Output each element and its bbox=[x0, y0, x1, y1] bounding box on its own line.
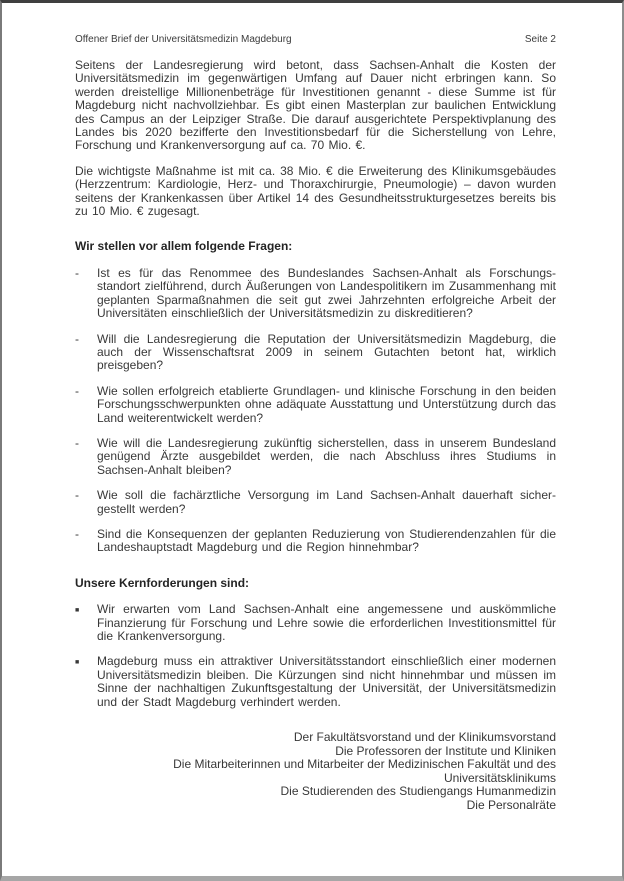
demands-heading: Unsere Kernforderungen sind: bbox=[75, 575, 250, 590]
question-item bbox=[75, 489, 556, 516]
questions-list bbox=[75, 267, 556, 555]
question-item bbox=[75, 437, 556, 477]
question-text: Sind die Konsequenzen der geplanten Reduzierung von Studierendenzahlen für die Landeshauptstadt Magdeburg und die Region hinnehmbar? bbox=[97, 526, 556, 555]
questions-heading: Wir stellen vor allem folgende Fragen: bbox=[75, 239, 293, 254]
header-page-number: Seite 2 bbox=[524, 34, 556, 45]
dash-marker: - bbox=[75, 383, 79, 398]
demand-item bbox=[75, 603, 556, 643]
question-text: Wie will die Landesregierung zukünftig sicherstellen, dass in unserem Bundesland genügend Ärzte ausgebildet werden, die nach Abschluss ihres Studiums in Sachsen-Anhalt bleiben? bbox=[97, 435, 556, 477]
signature-line: Die Studierenden des Studiengangs Humanmedizin bbox=[280, 784, 556, 799]
signature-block bbox=[75, 731, 556, 813]
demand-text: Magdeburg muss ein attraktiver Universitätsstandort einschließlich einer modernen Universitätsmedizin bleiben. Die Kürzungen sind nicht hinnehmbar und müssen im Sinne der nachhaltigen Zukunftsgestaltung der Universität, der Universitätsmedizin und der Stadt Magdeburg verhindert werden. bbox=[97, 654, 556, 709]
paragraph-funding-statement: Seitens der Landesregierung wird betont, dass Sachsen-Anhalt die Kosten der Universitätsmedizin im gegenwärtigen Umfang auf Dauer nicht erbringen kann. So werden dreistellige Millionenbeträge für Investitionen genannt - diese Summe ist für Magdeburg nicht nachvollziehbar. Es gibt einen Masterplan zur baulichen Entwicklung des Campus an der Leipziger Straße. Die darauf ausgerichtete Perspektivplanung des Landes bis 2020 bezifferte den Investitionsbedarf für die Sicherstellung von Lehre, Forschung und Krankenversorgung auf ca. 70 Mio. €. bbox=[75, 58, 556, 153]
question-text: Wie soll die fachärztliche Versorgung im Land Sachsen-Anhalt dauerhaft sichergestellt werden? bbox=[97, 488, 556, 516]
question-item bbox=[75, 267, 556, 321]
demand-item bbox=[75, 655, 556, 709]
question-text: Will die Landesregierung die Reputation der Universitätsmedizin Magdeburg, die auch der Wissenschaftsrat 2009 in seinem Gutachten betont hat, wirklich preisgeben? bbox=[97, 331, 556, 373]
signature-line: Die Mitarbeiterinnen und Mitarbeiter der Medizinischen Fakultät und des Universitätsklinikums bbox=[173, 757, 556, 785]
dash-marker: - bbox=[75, 265, 79, 280]
question-item bbox=[75, 333, 556, 373]
dash-marker: - bbox=[75, 435, 79, 450]
signature-line: Die Professoren der Institute und Kliniken bbox=[335, 743, 556, 758]
signature-line: Die Personalräte bbox=[466, 798, 556, 812]
question-item bbox=[75, 528, 556, 555]
signature-line: Der Fakultätsvorstand und der Klinikumsvorstand bbox=[293, 730, 556, 745]
question-item bbox=[75, 385, 556, 425]
page-header bbox=[75, 34, 556, 45]
paragraph-heart-center: Die wichtigste Maßnahme ist mit ca. 38 Mio. € die Erweiterung des Klinikumsgebäudes (Herzzentrum: Kardiologie, Herz- und Thoraxchirurgie, Pneumologie) – davon wurden seitens der Krankenkassen über Artikel 14 des Gesundheitsstrukturgesetzes bereits bis zu 10 Mio. € zugesagt. bbox=[75, 163, 556, 219]
square-bullet-marker: ■ bbox=[75, 607, 80, 615]
dash-marker: - bbox=[75, 488, 79, 503]
demands-list bbox=[75, 603, 556, 709]
dash-marker: - bbox=[75, 526, 79, 541]
demand-text: Wir erwarten vom Land Sachsen-Anhalt eine angemessene und auskömmliche Finanzierung für Forschung und Lehre sowie die erforderlichen Investitionsmittel für die Krankenversorgung. bbox=[97, 602, 556, 643]
question-text: Ist es für das Renommee des Bundeslandes Sachsen-Anhalt als Forschungsstandort zielführend, durch Äußerungen von Landespolitikern im Zusammenhang mit geplanten Sparmaßnahmen die seit gut zwei Jahrzehnten erfolgreiche Arbeit der Universitäten einschließlich der Universitätsmedizin zu diskreditieren? bbox=[97, 265, 556, 321]
header-running-title: Offener Brief der Universitätsmedizin Magdeburg bbox=[75, 34, 292, 45]
question-text: Wie sollen erfolgreich etablierte Grundlagen- und klinische Forschung in den beiden Forschungsschwerpunkten ohne adäquate Ausstattung und Unterstützung durch das Land weiterentwickelt werden? bbox=[97, 383, 556, 425]
dash-marker: - bbox=[75, 331, 79, 346]
square-bullet-marker: ■ bbox=[75, 659, 80, 667]
